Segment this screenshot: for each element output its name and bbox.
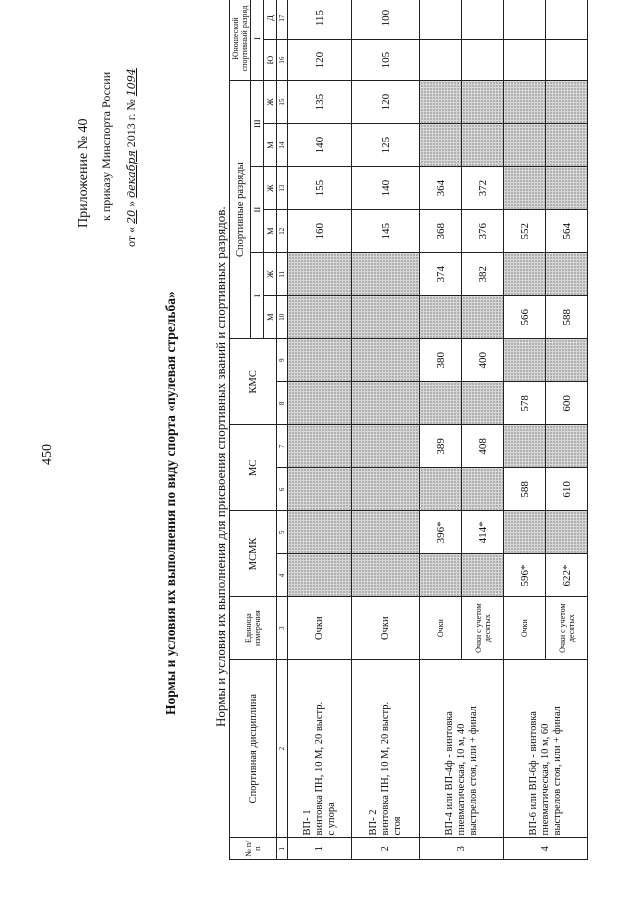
header-youth-rank: Юношеский спортивный разряд [230, 0, 251, 81]
value-cell: 380 [420, 339, 462, 382]
header-num: № п/п [230, 838, 277, 860]
header-sex-m: М [264, 210, 277, 253]
value-cell [546, 40, 588, 81]
column-number: 14 [277, 124, 288, 167]
column-number: 1 [277, 838, 288, 860]
value-cell [546, 511, 588, 554]
discipline-line: ВП-6 или ВП-6ф - винтовка [527, 711, 539, 836]
column-number: 10 [277, 296, 288, 339]
value-cell [352, 382, 420, 425]
column-number: 5 [277, 511, 288, 554]
table-row [288, 0, 352, 860]
value-cell [504, 40, 546, 81]
value-cell [462, 382, 504, 425]
value-cell: 552 [504, 210, 546, 253]
value-cell: 372 [462, 167, 504, 210]
column-number: 4 [277, 554, 288, 597]
value-cell: 140 [288, 124, 352, 167]
header-sport-ranks: Спортивные разряды [230, 81, 251, 339]
value-cell: 160 [288, 210, 352, 253]
column-number-row [277, 0, 288, 860]
appendix-order-line: к приказу Минспорта России [99, 71, 113, 221]
value-cell: 120 [352, 81, 420, 124]
value-cell: 578 [504, 382, 546, 425]
page-number: 450 [40, 444, 55, 465]
header-kms: КМС [230, 339, 277, 425]
header-rank-3: III [251, 81, 264, 167]
unit-cell: Очки [420, 597, 462, 659]
value-cell [546, 81, 588, 124]
handwritten-number: 1094 [125, 68, 138, 97]
value-cell: 389 [420, 425, 462, 468]
discipline-line: стоя [391, 816, 403, 836]
discipline-code: ВП- 2 [367, 809, 379, 836]
discipline-cell [352, 659, 420, 838]
value-cell: 125 [352, 124, 420, 167]
value-cell: 622* [546, 554, 588, 597]
document-title: Нормы и условия их выполнения по виду спорта «пулевая стрельба» [163, 291, 178, 715]
value-cell [288, 425, 352, 468]
unit-cell: Очки [288, 597, 352, 659]
value-cell: 400 [462, 339, 504, 382]
value-cell [462, 0, 504, 40]
value-cell: 414* [462, 511, 504, 554]
value-cell: 120 [288, 40, 352, 81]
value-cell: 566 [504, 296, 546, 339]
unit-cell: Очки [352, 597, 420, 659]
date-prefix: от « [124, 226, 138, 247]
discipline-line: пневматическая, 10 м, 40 [455, 723, 467, 836]
value-cell: 115 [288, 0, 352, 40]
value-cell [288, 382, 352, 425]
header-rank-2: II [251, 167, 264, 253]
value-cell [420, 382, 462, 425]
header-msmk: МСМК [230, 511, 277, 597]
value-cell [420, 468, 462, 511]
value-cell [288, 554, 352, 597]
value-cell [504, 124, 546, 167]
value-cell [288, 339, 352, 382]
value-cell [504, 0, 546, 40]
value-cell [352, 253, 420, 296]
value-cell: 600 [546, 382, 588, 425]
header-ms: МС [230, 425, 277, 511]
column-number: 16 [277, 40, 288, 81]
value-cell: 105 [352, 40, 420, 81]
row-number: 1 [288, 838, 352, 860]
unit-cell: Очки с учетом десятых [462, 597, 504, 659]
column-number: 6 [277, 468, 288, 511]
value-cell [288, 511, 352, 554]
norms-table [229, 0, 588, 860]
value-cell: 588 [504, 468, 546, 511]
column-number: 13 [277, 167, 288, 210]
value-cell [462, 554, 504, 597]
value-cell: 396* [420, 511, 462, 554]
date-year: 2013 г. № [124, 99, 138, 148]
discipline-cell [288, 659, 352, 838]
discipline-cell [504, 659, 588, 838]
value-cell: 376 [462, 210, 504, 253]
column-number: 7 [277, 425, 288, 468]
value-cell [462, 124, 504, 167]
value-cell [546, 253, 588, 296]
value-cell [546, 339, 588, 382]
discipline-line: выстрелов стоя, или + финал [467, 706, 479, 836]
value-cell: 596* [504, 554, 546, 597]
column-number: 8 [277, 382, 288, 425]
value-cell [462, 468, 504, 511]
discipline-cell [420, 659, 504, 838]
value-cell [546, 167, 588, 210]
value-cell: 408 [462, 425, 504, 468]
unit-cell: Очки с учетом десятых [546, 597, 588, 659]
value-cell [504, 339, 546, 382]
header-sex-zh: Ж [264, 253, 277, 296]
value-cell: 564 [546, 210, 588, 253]
value-cell: 145 [352, 210, 420, 253]
column-number: 3 [277, 597, 288, 659]
discipline-line: с упора [325, 802, 337, 836]
value-cell [462, 81, 504, 124]
value-cell [352, 425, 420, 468]
header-youth-d: Д [264, 0, 277, 40]
header-sex-zh: Ж [264, 167, 277, 210]
value-cell [352, 468, 420, 511]
discipline-line: винтовка ПН, 10 М, 20 выстр. [313, 701, 325, 836]
value-cell: 368 [420, 210, 462, 253]
value-cell [352, 554, 420, 597]
value-cell [546, 425, 588, 468]
value-cell: 155 [288, 167, 352, 210]
value-cell [546, 0, 588, 40]
header-sex-m: М [264, 296, 277, 339]
unit-cell: Очки [504, 597, 546, 659]
table-row [504, 0, 546, 860]
value-cell [288, 253, 352, 296]
appendix-title: Приложение № 40 [76, 118, 91, 228]
discipline-line: выстрелов стоя, или + финал [551, 706, 563, 836]
appendix-date-line [124, 68, 139, 247]
value-cell: 374 [420, 253, 462, 296]
header-discipline: Спортивная дисциплина [230, 659, 277, 838]
column-number: 12 [277, 210, 288, 253]
value-cell [288, 468, 352, 511]
value-cell [420, 0, 462, 40]
row-number: 2 [352, 838, 420, 860]
value-cell [504, 167, 546, 210]
column-number: 9 [277, 339, 288, 382]
value-cell [420, 40, 462, 81]
header-row-1 [230, 0, 251, 860]
row-number: 4 [504, 838, 588, 860]
value-cell [420, 124, 462, 167]
discipline-line: винтовка ПН, 10 М, 20 выстр. [379, 701, 391, 836]
value-cell [504, 425, 546, 468]
table-row [420, 0, 462, 860]
discipline-line: пневматическая, 10 м, 60 [539, 723, 551, 836]
value-cell: 364 [420, 167, 462, 210]
header-youth-yu: Ю [264, 40, 277, 81]
handwritten-day: 20 [125, 209, 138, 224]
value-cell [420, 81, 462, 124]
document-subtitle: Нормы и условия их выполнения для присвоения спортивных званий и спортивных разрядов. [213, 206, 228, 727]
header-sex-zh: Ж [264, 81, 277, 124]
value-cell [288, 296, 352, 339]
column-number: 15 [277, 81, 288, 124]
value-cell [352, 511, 420, 554]
value-cell: 140 [352, 167, 420, 210]
header-unit: Единица измерения [230, 597, 277, 659]
column-number: 2 [277, 659, 288, 838]
value-cell: 588 [546, 296, 588, 339]
date-quote: » [124, 200, 138, 207]
value-cell [462, 40, 504, 81]
row-number: 3 [420, 838, 504, 860]
discipline-line: ВП-4 или ВП-4ф - винтовка [443, 711, 455, 836]
value-cell [504, 81, 546, 124]
value-cell [420, 296, 462, 339]
handwritten-month: декабря [125, 150, 138, 198]
discipline-code: ВП- 1 [301, 809, 313, 836]
header-sex-m: М [264, 124, 277, 167]
value-cell: 610 [546, 468, 588, 511]
value-cell [352, 296, 420, 339]
header-youth-rank-1: I [251, 0, 264, 81]
value-cell: 135 [288, 81, 352, 124]
value-cell [504, 511, 546, 554]
table-row [352, 0, 420, 860]
value-cell [546, 124, 588, 167]
column-number: 11 [277, 253, 288, 296]
value-cell: 382 [462, 253, 504, 296]
value-cell [504, 253, 546, 296]
value-cell [462, 296, 504, 339]
header-rank-1: I [251, 253, 264, 339]
value-cell [352, 339, 420, 382]
column-number: 17 [277, 0, 288, 40]
value-cell: 100 [352, 0, 420, 40]
value-cell [420, 554, 462, 597]
